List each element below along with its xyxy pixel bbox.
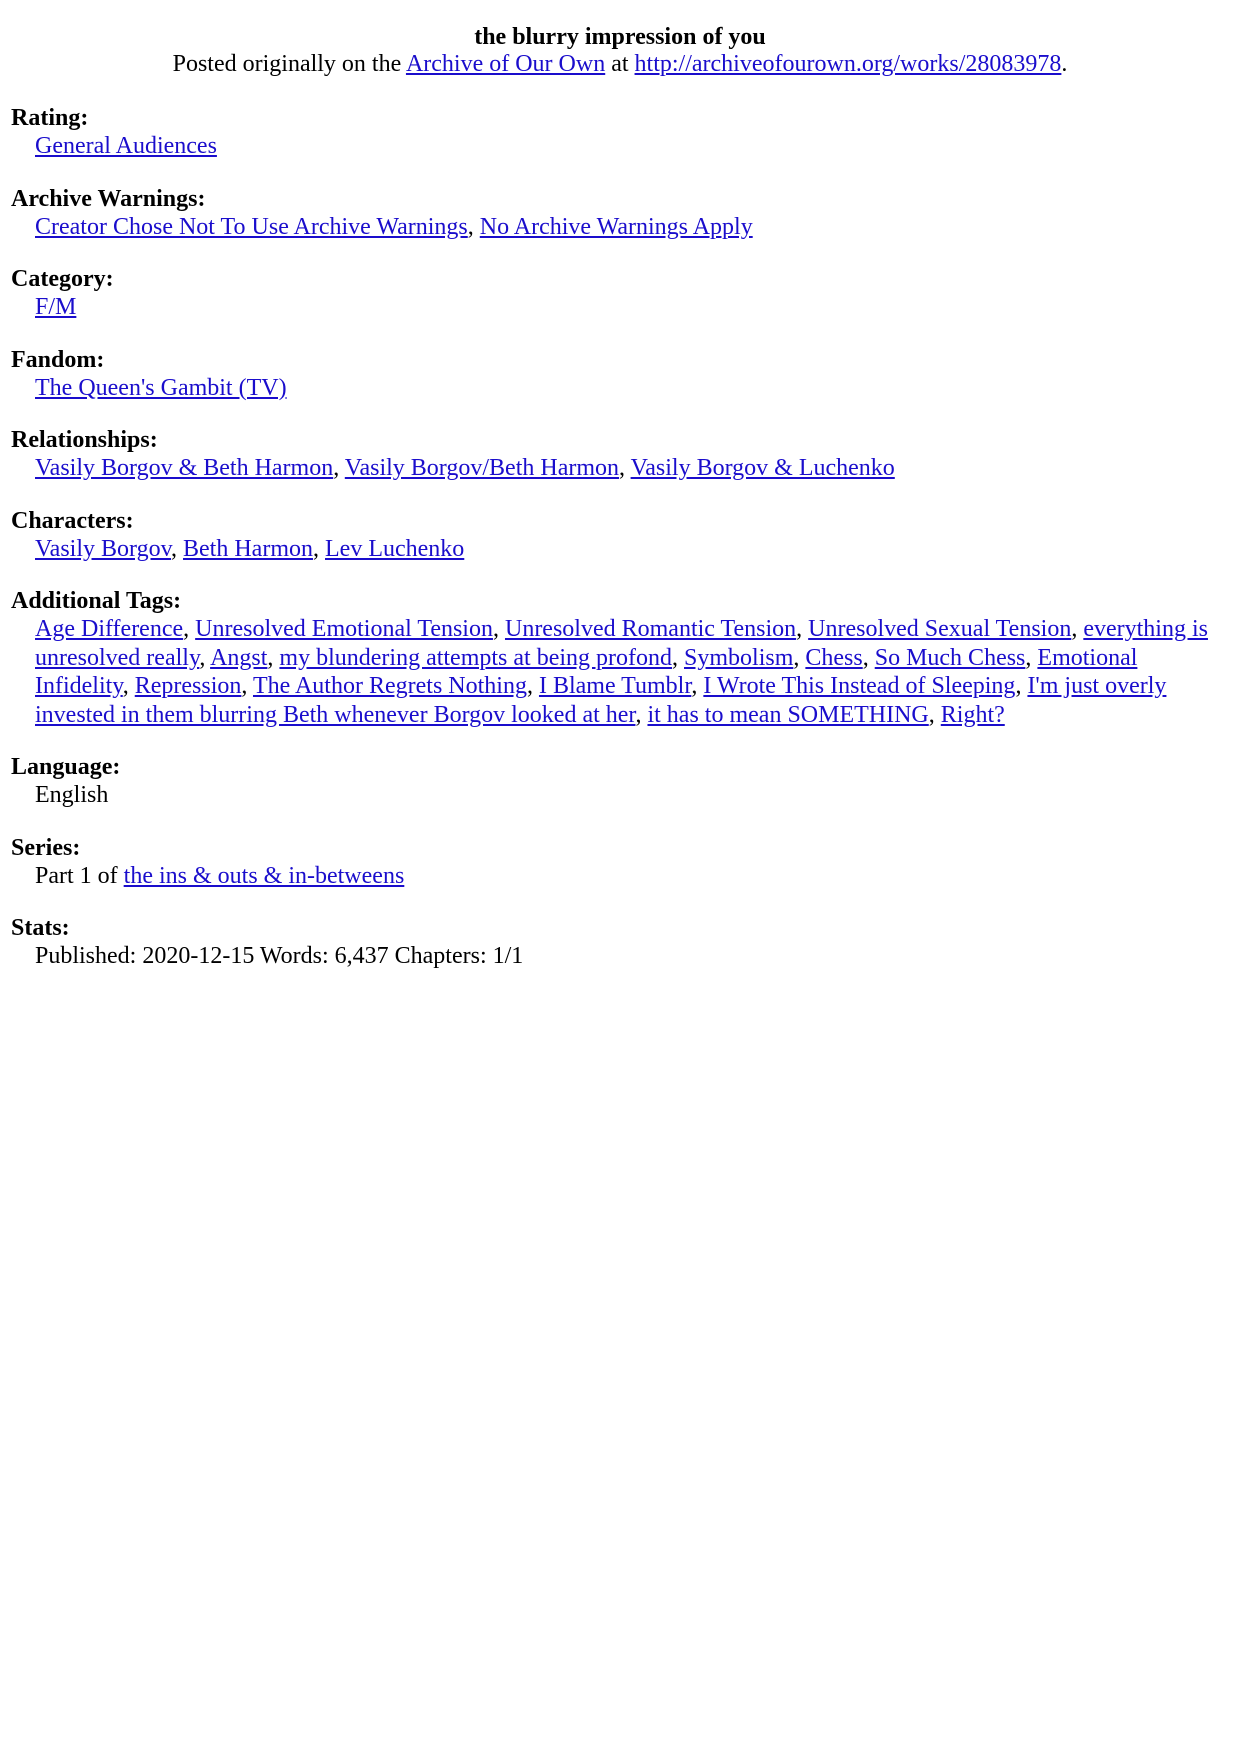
tag-separator: , — [333, 455, 345, 481]
tag-separator: , — [672, 644, 685, 671]
tag-separator: , — [1015, 673, 1028, 699]
field-label: Relationships: — [11, 427, 158, 453]
field-label: Characters: — [11, 507, 134, 534]
posted-period: . — [1061, 51, 1068, 77]
tag-link[interactable]: Vasily Borgov/Beth Harmon — [344, 455, 620, 481]
tag-separator: , — [1025, 644, 1038, 671]
tag-list — [11, 454, 1231, 483]
field-label: Language: — [11, 754, 121, 780]
tag-link[interactable]: Angst — [210, 644, 268, 671]
tag-link[interactable]: No Archive Warnings Apply — [479, 213, 753, 240]
tag-separator: , — [635, 701, 648, 728]
stats-value: Published: 2020-12-15 Words: 6,437 Chapters: 1/1 — [35, 943, 524, 969]
tag-separator: , — [796, 616, 809, 642]
tag-link[interactable]: Beth Harmon — [183, 535, 313, 562]
field-label: Archive Warnings: — [11, 185, 206, 212]
tag-link[interactable]: Unresolved Emotional Tension — [195, 616, 493, 642]
archive-link[interactable]: Archive of Our Own — [405, 51, 606, 77]
field-label: Fandom: — [11, 346, 105, 373]
field-label: Series: — [11, 834, 81, 861]
tag-list — [11, 293, 1231, 322]
work-metadata — [11, 104, 1231, 995]
tag-list — [11, 213, 1231, 242]
tag-link[interactable]: it has to mean SOMETHING — [647, 701, 929, 728]
tag-list — [11, 535, 1231, 564]
tag-separator: , — [928, 701, 941, 728]
tag-link[interactable]: Lev Luchenko — [325, 535, 465, 562]
field-rating — [11, 104, 1231, 161]
tag-link[interactable]: Vasily Borgov & Luchenko — [630, 455, 895, 481]
tag-separator: , — [492, 616, 505, 642]
tag-link[interactable]: I Blame Tumblr — [538, 673, 692, 699]
posted-prefix: Posted originally on the — [172, 51, 406, 77]
field-series — [11, 834, 1231, 891]
tag-separator: , — [241, 673, 253, 699]
work-url-link[interactable]: http://archiveofourown.org/works/28083978 — [634, 51, 1062, 77]
tag-separator: , — [199, 644, 211, 671]
tag-link[interactable]: F/M — [35, 294, 77, 320]
series-prefix: Part 1 of — [35, 862, 124, 889]
tag-link[interactable]: Age Difference — [35, 616, 184, 642]
tag-list — [11, 132, 1231, 161]
field-label: Additional Tags: — [11, 588, 182, 614]
tag-separator: , — [793, 644, 806, 671]
tag-link[interactable]: Creator Chose Not To Use Archive Warnings — [35, 213, 468, 240]
tag-separator: , — [183, 616, 196, 642]
field-warnings — [11, 185, 1231, 242]
tag-link[interactable]: Chess — [805, 644, 863, 671]
field-label: Stats: — [11, 915, 70, 941]
field-fandom — [11, 346, 1231, 403]
tag-separator: , — [467, 213, 480, 240]
field-stats — [11, 914, 1231, 971]
series-value — [11, 862, 1231, 891]
at-text: at — [605, 51, 635, 77]
field-category — [11, 265, 1231, 322]
tag-link[interactable]: Vasily Borgov & Beth Harmon — [35, 455, 334, 481]
tag-link[interactable]: Unresolved Romantic Tension — [504, 616, 797, 642]
tag-link[interactable]: I'm just overly invested in them blurring Beth whenever Borgov looked at her — [35, 673, 1167, 728]
tag-link[interactable]: Emotional Infidelity — [35, 644, 1138, 699]
tag-link[interactable]: everything is unresolved really — [35, 616, 1208, 671]
tag-separator: , — [691, 673, 704, 699]
tag-list — [11, 615, 1231, 729]
field-characters — [11, 507, 1231, 564]
work-title: the blurry impression of you — [474, 24, 766, 50]
tag-link[interactable]: Repression — [134, 673, 242, 699]
tag-link[interactable]: my blundering attempts at being profond — [279, 644, 673, 671]
field-label: Rating: — [11, 105, 89, 131]
work-header — [0, 0, 1240, 79]
tag-separator: , — [619, 455, 631, 481]
tag-link[interactable]: So Much Chess — [874, 644, 1026, 671]
tag-link[interactable]: I Wrote This Instead of Sleeping — [703, 673, 1016, 699]
tag-link[interactable]: The Queen's Gambit (TV) — [35, 374, 287, 401]
series-link[interactable]: the ins & outs & in-betweens — [123, 862, 405, 889]
posted-line — [0, 49, 1240, 79]
field-label: Category: — [11, 266, 114, 292]
field-relationships — [11, 426, 1231, 483]
tag-link[interactable]: Right? — [940, 701, 1005, 728]
tag-list — [11, 374, 1231, 403]
tag-link[interactable]: General Audiences — [35, 133, 217, 159]
tag-link[interactable]: Vasily Borgov — [35, 535, 172, 562]
tag-separator: , — [1071, 616, 1084, 642]
tag-separator: , — [122, 673, 135, 699]
tag-separator: , — [526, 673, 539, 699]
field-additional-tags — [11, 587, 1231, 729]
tag-link[interactable]: The Author Regrets Nothing — [252, 673, 527, 699]
language-value: English — [35, 782, 109, 808]
tag-link[interactable]: Symbolism — [684, 644, 794, 671]
tag-separator: , — [267, 644, 280, 671]
tag-link[interactable]: Unresolved Sexual Tension — [808, 616, 1072, 642]
tag-separator: , — [313, 535, 325, 562]
field-language — [11, 753, 1231, 810]
tag-separator: , — [862, 644, 875, 671]
tag-separator: , — [171, 535, 184, 562]
